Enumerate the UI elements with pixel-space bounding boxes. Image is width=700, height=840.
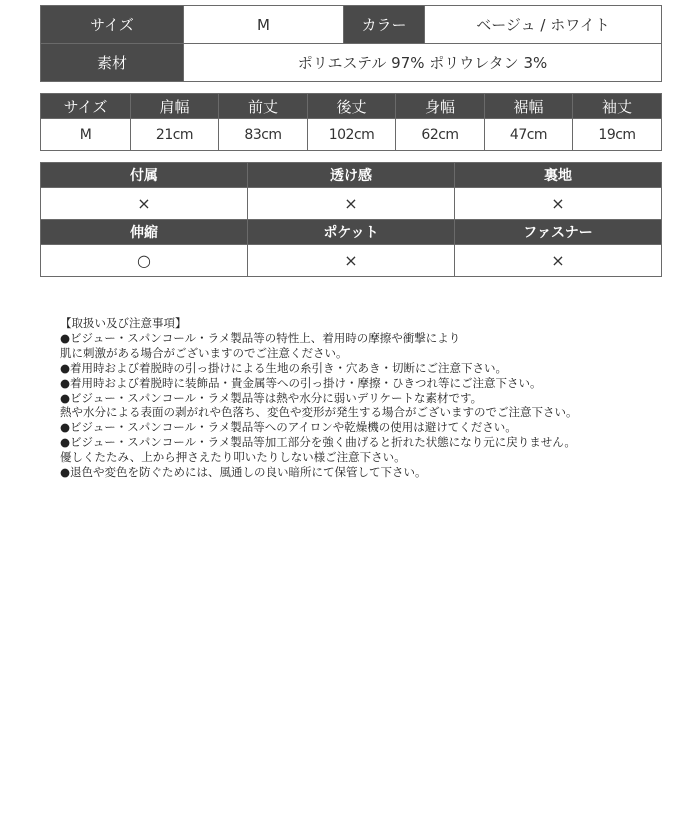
size-value-cell: M [41, 119, 131, 151]
color-label: カラー [344, 6, 425, 44]
care-note-line: ●着用時および着脱時の引っ掛けによる生地の糸引き・穴あき・切断にご注意下さい。 [60, 360, 508, 375]
size-value-cell: 19cm [573, 119, 662, 151]
size-header-cell: 肩幅 [131, 94, 219, 119]
material-value: ポリエステル 97% ポリウレタン 3% [184, 44, 662, 82]
size-table-header [41, 94, 662, 119]
material-label: 素材 [41, 44, 184, 82]
care-note-line: ●ビジュー・スパンコール・ラメ製品等加工部分を強く曲げると折れた状態になり元に戻りません。 [60, 435, 576, 450]
size-table-row [41, 119, 662, 151]
care-note-line: ●退色や変色を防ぐためには、風通しの良い暗所にて保管して下さい。 [60, 465, 427, 480]
feature-value-cell: × [248, 188, 455, 220]
size-value-cell: 102cm [308, 119, 396, 151]
feature-value-row [41, 245, 662, 277]
color-value: ベージュ / ホワイト [425, 6, 662, 44]
feature-value-row [41, 188, 662, 220]
size-value: M [184, 6, 344, 44]
feature-header-cell: 透け感 [248, 163, 455, 188]
care-note-line: 優しくたたみ、上から押さえたり叩いたりしない様ご注意下さい。 [60, 450, 406, 465]
care-note-line: ●ビジュー・スパンコール・ラメ製品等へのアイロンや乾燥機の使用は避けてください。 [60, 420, 517, 435]
feature-value-cell: × [248, 245, 455, 277]
size-header-cell: 後丈 [308, 94, 396, 119]
size-value-cell: 83cm [219, 119, 308, 151]
spec-table [40, 5, 662, 82]
feature-header-cell: ファスナー [455, 220, 662, 245]
feature-value-cell: × [455, 188, 662, 220]
feature-header-cell: 裏地 [455, 163, 662, 188]
spec-row-material [41, 44, 662, 82]
feature-header-cell: ポケット [248, 220, 455, 245]
feature-table [40, 162, 662, 277]
feature-value-cell: × [455, 245, 662, 277]
feature-value-cell: ○ [41, 245, 248, 277]
size-header-cell: サイズ [41, 94, 131, 119]
spec-row-size-color [41, 6, 662, 44]
size-value-cell: 62cm [396, 119, 485, 151]
feature-header-cell: 付属 [41, 163, 248, 188]
care-notes-title: 【取扱い及び注意事項】 [60, 316, 187, 330]
feature-header-cell: 伸縮 [41, 220, 248, 245]
care-note-line: ●ビジュー・スパンコール・ラメ製品等の特性上、着用時の摩擦や衝撃により [60, 330, 461, 345]
care-notes [60, 316, 680, 480]
care-note-line: 熱や水分による表面の剥がれや色落ち、変色や変形が発生する場合がございますのでご注意下さい。 [60, 405, 578, 420]
care-note-line: ●着用時および着脱時に装飾品・貴金属等への引っ掛け・摩擦・ひきつれ等にご注意下さい。 [60, 375, 542, 390]
size-header-cell: 裾幅 [485, 94, 573, 119]
size-value-cell: 21cm [131, 119, 219, 151]
feature-header-row [41, 163, 662, 188]
size-value-cell: 47cm [485, 119, 573, 151]
size-header-cell: 前丈 [219, 94, 308, 119]
size-label: サイズ [41, 6, 184, 44]
size-header-cell: 身幅 [396, 94, 485, 119]
size-header-cell: 袖丈 [573, 94, 662, 119]
care-note-line: 肌に刺激がある場合がございますのでご注意ください。 [60, 345, 348, 360]
feature-header-row [41, 220, 662, 245]
size-table [40, 93, 662, 151]
feature-value-cell: × [41, 188, 248, 220]
care-note-line: ●ビジュー・スパンコール・ラメ製品等は熱や水分に弱いデリケートな素材です。 [60, 390, 483, 405]
